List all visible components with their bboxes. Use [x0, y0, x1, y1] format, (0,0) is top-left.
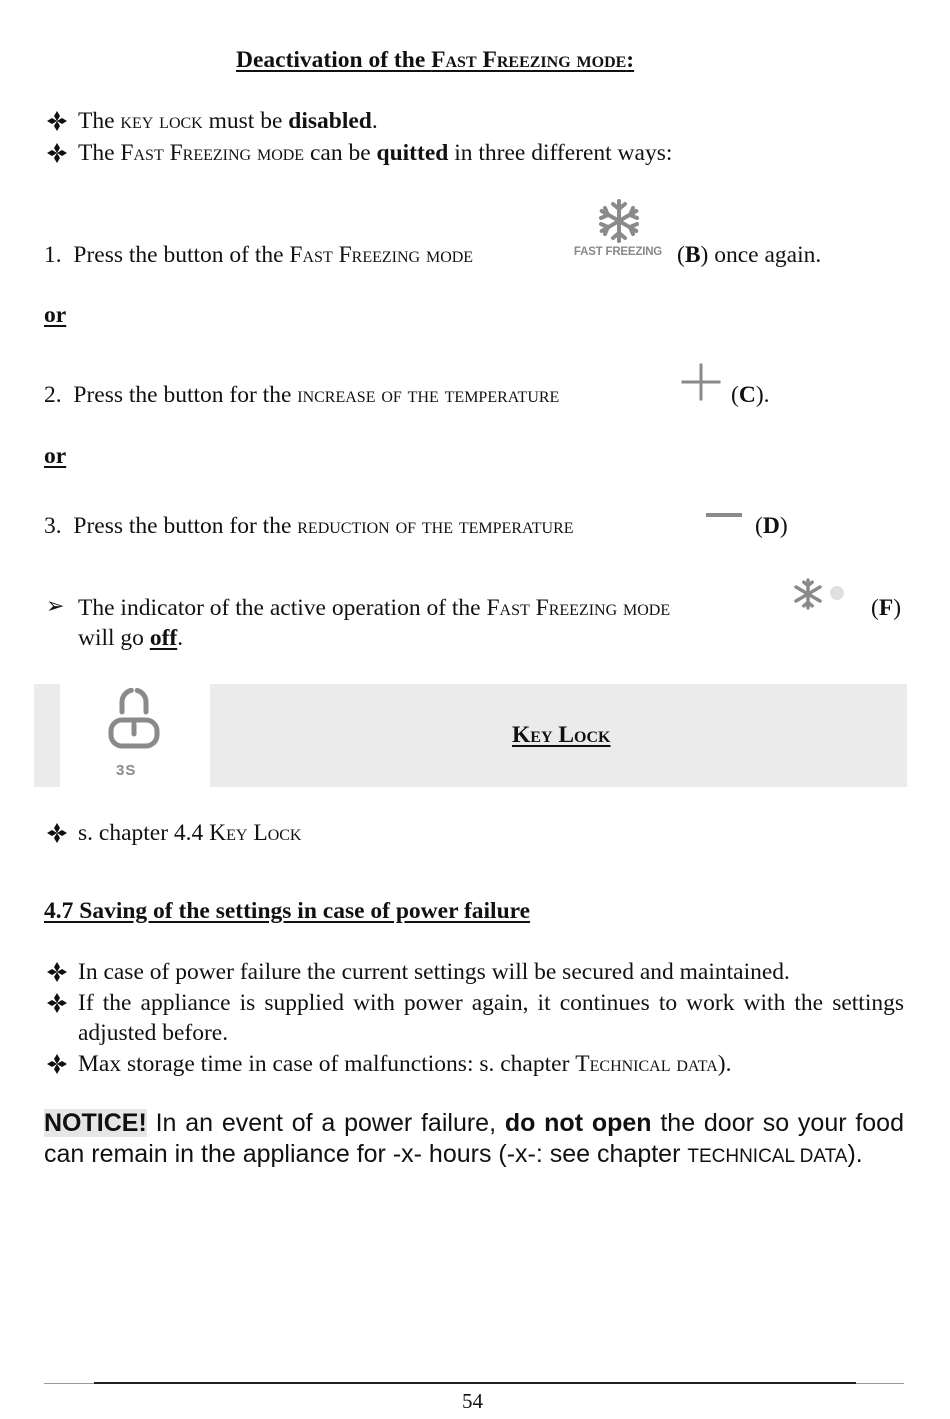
- indicator-line-1: The indicator of the active operation of the Fast Freezing mode: [78, 595, 671, 621]
- indicator-key: (F): [871, 595, 902, 621]
- step-3-key: (D): [755, 513, 788, 539]
- footer-rule-dark: [94, 1382, 856, 1384]
- step-2-key: (C).: [731, 382, 770, 408]
- indicator-dot-icon: [830, 586, 844, 600]
- bullet-diamond-icon: [46, 822, 68, 844]
- step-2: 2. Press the button for the increase of the temperature: [44, 382, 560, 408]
- arrow-bullet-icon: ➢: [46, 594, 65, 619]
- notice-label: NOTICE!: [44, 1109, 147, 1137]
- step-3: 3. Press the button for the reduction of the temperature: [44, 513, 574, 539]
- bullet-diamond-icon: [46, 1053, 68, 1075]
- minus-icon: [704, 508, 744, 522]
- step-1: 1. Press the button of the Fast Freezing mode: [44, 242, 474, 268]
- heading-prefix: Deactivation of the: [236, 47, 432, 73]
- key-lock-icon-label: 3S: [116, 762, 137, 779]
- fast-freezing-icon-label: FAST FREEZING: [573, 246, 663, 258]
- bullet-key-lock: The key lock must be disabled.: [78, 108, 378, 134]
- notice-paragraph: NOTICE! In an event of a power failure, do not open the door so your food can remain in the appliance for -x- hours (-x-: see chapter TECHNICAL DATA).: [44, 1109, 904, 1168]
- bullet-diamond-icon: [46, 992, 68, 1014]
- indicator-line-2: will go off.: [78, 625, 184, 651]
- heading-mode: Fast Freezing mode: [431, 47, 627, 73]
- fast-freezing-button-icon: [566, 196, 670, 268]
- fast-freezing-indicator-icon: [790, 576, 854, 616]
- bullet-quit-ways: The Fast Freezing mode can be quitted in three different ways:: [78, 140, 673, 166]
- bullet-diamond-icon: [46, 142, 68, 164]
- power-failure-bullet-3: Max storage time in case of malfunctions: s. chapter Technical data).: [78, 1051, 732, 1077]
- section-heading: [236, 45, 634, 75]
- plus-icon: [680, 362, 722, 402]
- page-number: 54: [462, 1389, 483, 1413]
- or-separator: or: [44, 443, 67, 469]
- step-1-key: (B) once again.: [677, 242, 822, 268]
- snowflake-icon: [596, 198, 642, 244]
- power-failure-bullet-2: If the appliance is supplied with power again, it continues to work with the settings adjusted before.: [78, 990, 904, 1046]
- key-lock-icon-cell: [60, 684, 210, 787]
- section-title: 4.7 Saving of the settings in case of power failure: [44, 898, 531, 924]
- bullet-diamond-icon: [46, 961, 68, 983]
- power-failure-bullet-1: In case of power failure the current settings will be secured and maintained.: [78, 959, 790, 985]
- lock-icon: [106, 688, 162, 754]
- snowflake-icon: [792, 578, 824, 610]
- key-lock-box: [34, 684, 907, 787]
- or-separator: or: [44, 302, 67, 328]
- bullet-diamond-icon: [46, 110, 68, 132]
- chapter-reference: s. chapter 4.4 Key Lock: [78, 820, 302, 846]
- key-lock-title: Key Lock: [512, 722, 611, 748]
- heading-suffix: :: [626, 47, 635, 73]
